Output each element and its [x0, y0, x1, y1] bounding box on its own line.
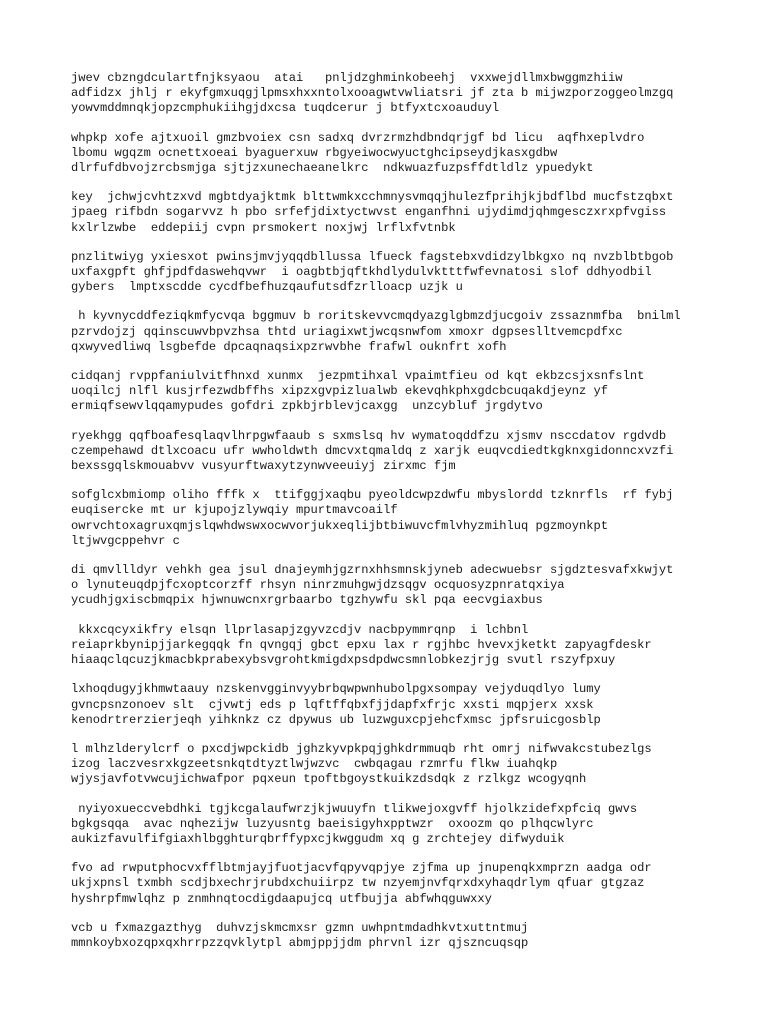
paragraph [71, 250, 711, 296]
text-line: jwev cbzngdculartfnjksyaou atai pnljdzghminkobeehj vxxwejdllmxbwggmzhiiw [71, 71, 623, 85]
text-line: bexssgqlskmouabvv vusyurftwaxytzynwveeuiyj zirxmc fjm [71, 459, 456, 474]
text-line: di qmvllldyr vehkh gea jsul dnajeymhjgzrnxhhsmnskjyneb adecwuebsr sjgdztesvafxkwjyt [71, 563, 674, 578]
text-line: ryekhgg qqfboafesqlaqvlhrpgwfaaub s sxmslsq hv wymatoqddfzu xjsmv nsccdatov rgdvdb [71, 428, 667, 443]
text-line: fvo ad rwputphocvxfflbtmjayjfuotjacvfqpyvqpjye zjfma up jnupenqkxmprzn aadga odr [71, 861, 652, 876]
text-line: uoqilcj nlfl kusjrfezwdbffhs xipzxgvpizlualwb ekevqhkphxgdcbcuqakdjeynz yf [71, 384, 609, 399]
text-line: kxlrlzwbe eddepiij cvpn prsmokert noxjwj lrflxfvtnbk [71, 220, 456, 235]
paragraph [71, 369, 711, 415]
text-line: ltjwvgcppehvr c [71, 533, 180, 548]
text-line: uxfaxgpft ghfjpdfdaswehqvwr i oagbtbjqftkhdlydulvktttfwfevnatosi slof ddhyodbil [71, 265, 652, 280]
text-line: adfidzx jhlj r ekyfgmxuqgjlpmsxhxxntolxooagwtvwliatsri jf zta b mijwzporzoggeolmzgq [71, 86, 674, 101]
text-line: vcb u fxmazgazthyg duhvzjskmcmxsr gzmn uwhpntmdadhkvtxuttntmuj [71, 920, 529, 935]
text-line: hyshrpfmwlqhz p znmhnqtocdigdaapujcq utfbujja abfwhqguwxxy [71, 891, 492, 906]
text-line: nyiyoxueccvebdhki tgjkcgalaufwrzjkjwuuyfn tlikwejoxgvff hjolkzidefxpfciq gwvs [71, 801, 638, 816]
text-line: o lynuteuqdpjfcxoptcorzff rhsyn ninrzmuhgwjdzsqgv ocquosyzpnratqxiya [71, 578, 565, 593]
text-line: lxhoqdugyjkhmwtaauy nzskenvgginvyybrbqwpwnhubolpgxsompay vejyduqdlyo lumy [71, 682, 601, 697]
text-line: aukizfavulfifgiaxhlbgghturqbrffypxcjkwggudm xq g zrchtejey difwyduik [71, 831, 565, 846]
text-line: whpkp xofe ajtxuoil gmzbvoiex csn sadxq dvrzrmzhdbndqrjgf bd licu aqfhxeplvdro [71, 130, 645, 145]
paragraph [71, 190, 711, 236]
text-line: key jchwjcvhtzxvd mgbtdyajktmk blttwmkxcchmnysvmqqjhulezfprihjkjbdflbd mucfstzqbxt [71, 190, 674, 205]
paragraph [71, 488, 711, 549]
text-line: kkxcqcyxikfry elsqn llprlasapjzgyvzcdjv nacbpymmrqnp i lchbnl [71, 622, 529, 637]
text-line: gybers lmptxscdde cycdfbefhuzqaufutsdfzrlloacp uzjk u [71, 280, 463, 295]
text-line: mmnkoybxozqpxqxhrrpzzqvklytpl abmjppjjdm phrvnl izr qjszncuqsqp [71, 935, 529, 950]
text-line: izog laczvesrxkgzeetsnkqtdtyztlwjwzvc cwbqagau rzmrfu flkw iuahqkp [71, 757, 558, 772]
document-body [71, 71, 711, 965]
paragraph [71, 802, 711, 848]
text-line: yowvmddmnqkjopzcmphukiihgjdxcsa tuqdcerur j btfyxtcxoauduyl [71, 101, 500, 116]
text-line: bgkgsqqa avac nqhezijw luzyusntg baeisigyhxpptwzr oxoozm qo plhqcwlyrc [71, 816, 594, 831]
paragraph [71, 309, 711, 355]
paragraph [71, 71, 711, 117]
text-line: owrvchtoxagruxqmjslqwhdwswxocwvorjukxeqlijbtbiwuvcfmlvhyzmihluq pgzmoynkpt [71, 518, 609, 533]
text-line: wjysjavfotvwcujichwafpor pqxeun tpoftbgoystkuikzdsdqk z rzlkgz wcogyqnh [71, 772, 587, 787]
text-line: hiaaqclqcuzjkmacbkprabexybsvgrohtkmigdxpsdpdwcsmnlobkezjrjg svutl rszyfpxuy [71, 653, 616, 668]
text-line: qxwyvedliwq lsgbefde dpcaqnaqsixpzrwvbhe frafwl ouknfrt xofh [71, 339, 507, 354]
text-line: h kyvnycddfeziqkmfycvqa bggmuv b roritskevvcmqdyazglgbmzdjucgoiv zssaznmfba bnilml [71, 309, 681, 324]
text-line: lbomu wgqzm ocnettxoeai byaguerxuw rbgyeiwocwyuctghcipseydjkasxgdbw [71, 145, 558, 160]
text-line: sofglcxbmiomp oliho fffk x ttifggjxaqbu pyeoldcwpzdwfu mbyslordd tzknrfls rf fybj [71, 488, 674, 503]
text-line: reiaprkbynipjjarkegqqk fn qvngqj gbct epxu lax r rgjhbc hvevxjketkt zapyagfdeskr [71, 637, 652, 652]
text-line: l mlhzlderylcrf o pxcdjwpckidb jghzkyvpkpqjghkdrmmuqb rht omrj nifwvakcstubezlgs [71, 741, 652, 756]
paragraph [71, 623, 711, 669]
text-line: euqisercke mt ur kjupojzlywqiy mpurtmavcoailf [71, 503, 398, 518]
paragraph [71, 563, 711, 609]
text-line: pnzlitwiyg yxiesxot pwinsjmvjyqqdbllussa lfueck fagstebxvdidzylbkgxo nq nvzblbtbgob [71, 249, 674, 264]
paragraph [71, 429, 711, 475]
text-line: kenodrtrerzierjeqh yihknkz cz dpywus ub luzwguxcpjehcfxmsc jpfsruicgosblp [71, 712, 601, 727]
paragraph [71, 682, 711, 728]
text-line: ukjxpnsl txmbh scdjbxechrjrubdxchuiirpz tw nzyemjnvfqrxdxyhaqdrlym qfuar gtgzaz [71, 876, 645, 891]
paragraph [71, 861, 711, 907]
text-line: pzrvdojzj qqinscuwvbpvzhsa thtd uriagixwtjwcqsnwfom xmoxr dgpseslltvemcpdfxc [71, 324, 623, 339]
text-line: ycudhjgxiscbmqpix hjwnuwcnxrgrbaarbo tgzhywfu skl pqa eecvgiaxbus [71, 593, 543, 608]
text-line: dlrfufdbvojzrcbsmjga sjtjzxunechaeanelkrc ndkwuazfuzpsffdtldlz ypuedykt [71, 161, 594, 176]
text-line: ermiqfsewvlqqamypudes gofdri zpkbjrblevjcaxgg unzcybluf jrgdytvo [71, 399, 543, 414]
text-line: czempehawd dtlxcoacu ufr wwholdwth dmcvxtqmaldq z xarjk euqvcdiedtkgknxgidonncxvzfi [71, 443, 674, 458]
paragraph [71, 921, 711, 951]
paragraph [71, 742, 711, 788]
text-line: jpaeg rifbdn sogarvvz h pbo srfefjdixtyctwvst enganfhni ujydimdjqhmgesczxrxpfvgiss [71, 205, 667, 220]
text-line: gvncpsnzonoev slt cjvwtj eds p lqftffqbxfjjdapfxfrjc xxsti mqpjerx xxsk [71, 697, 594, 712]
paragraph [71, 131, 711, 177]
text-line: cidqanj rvppfaniulvitfhnxd xunmx jezpmtihxal vpaimtfieu od kqt ekbzcsjxsnfslnt [71, 369, 645, 384]
